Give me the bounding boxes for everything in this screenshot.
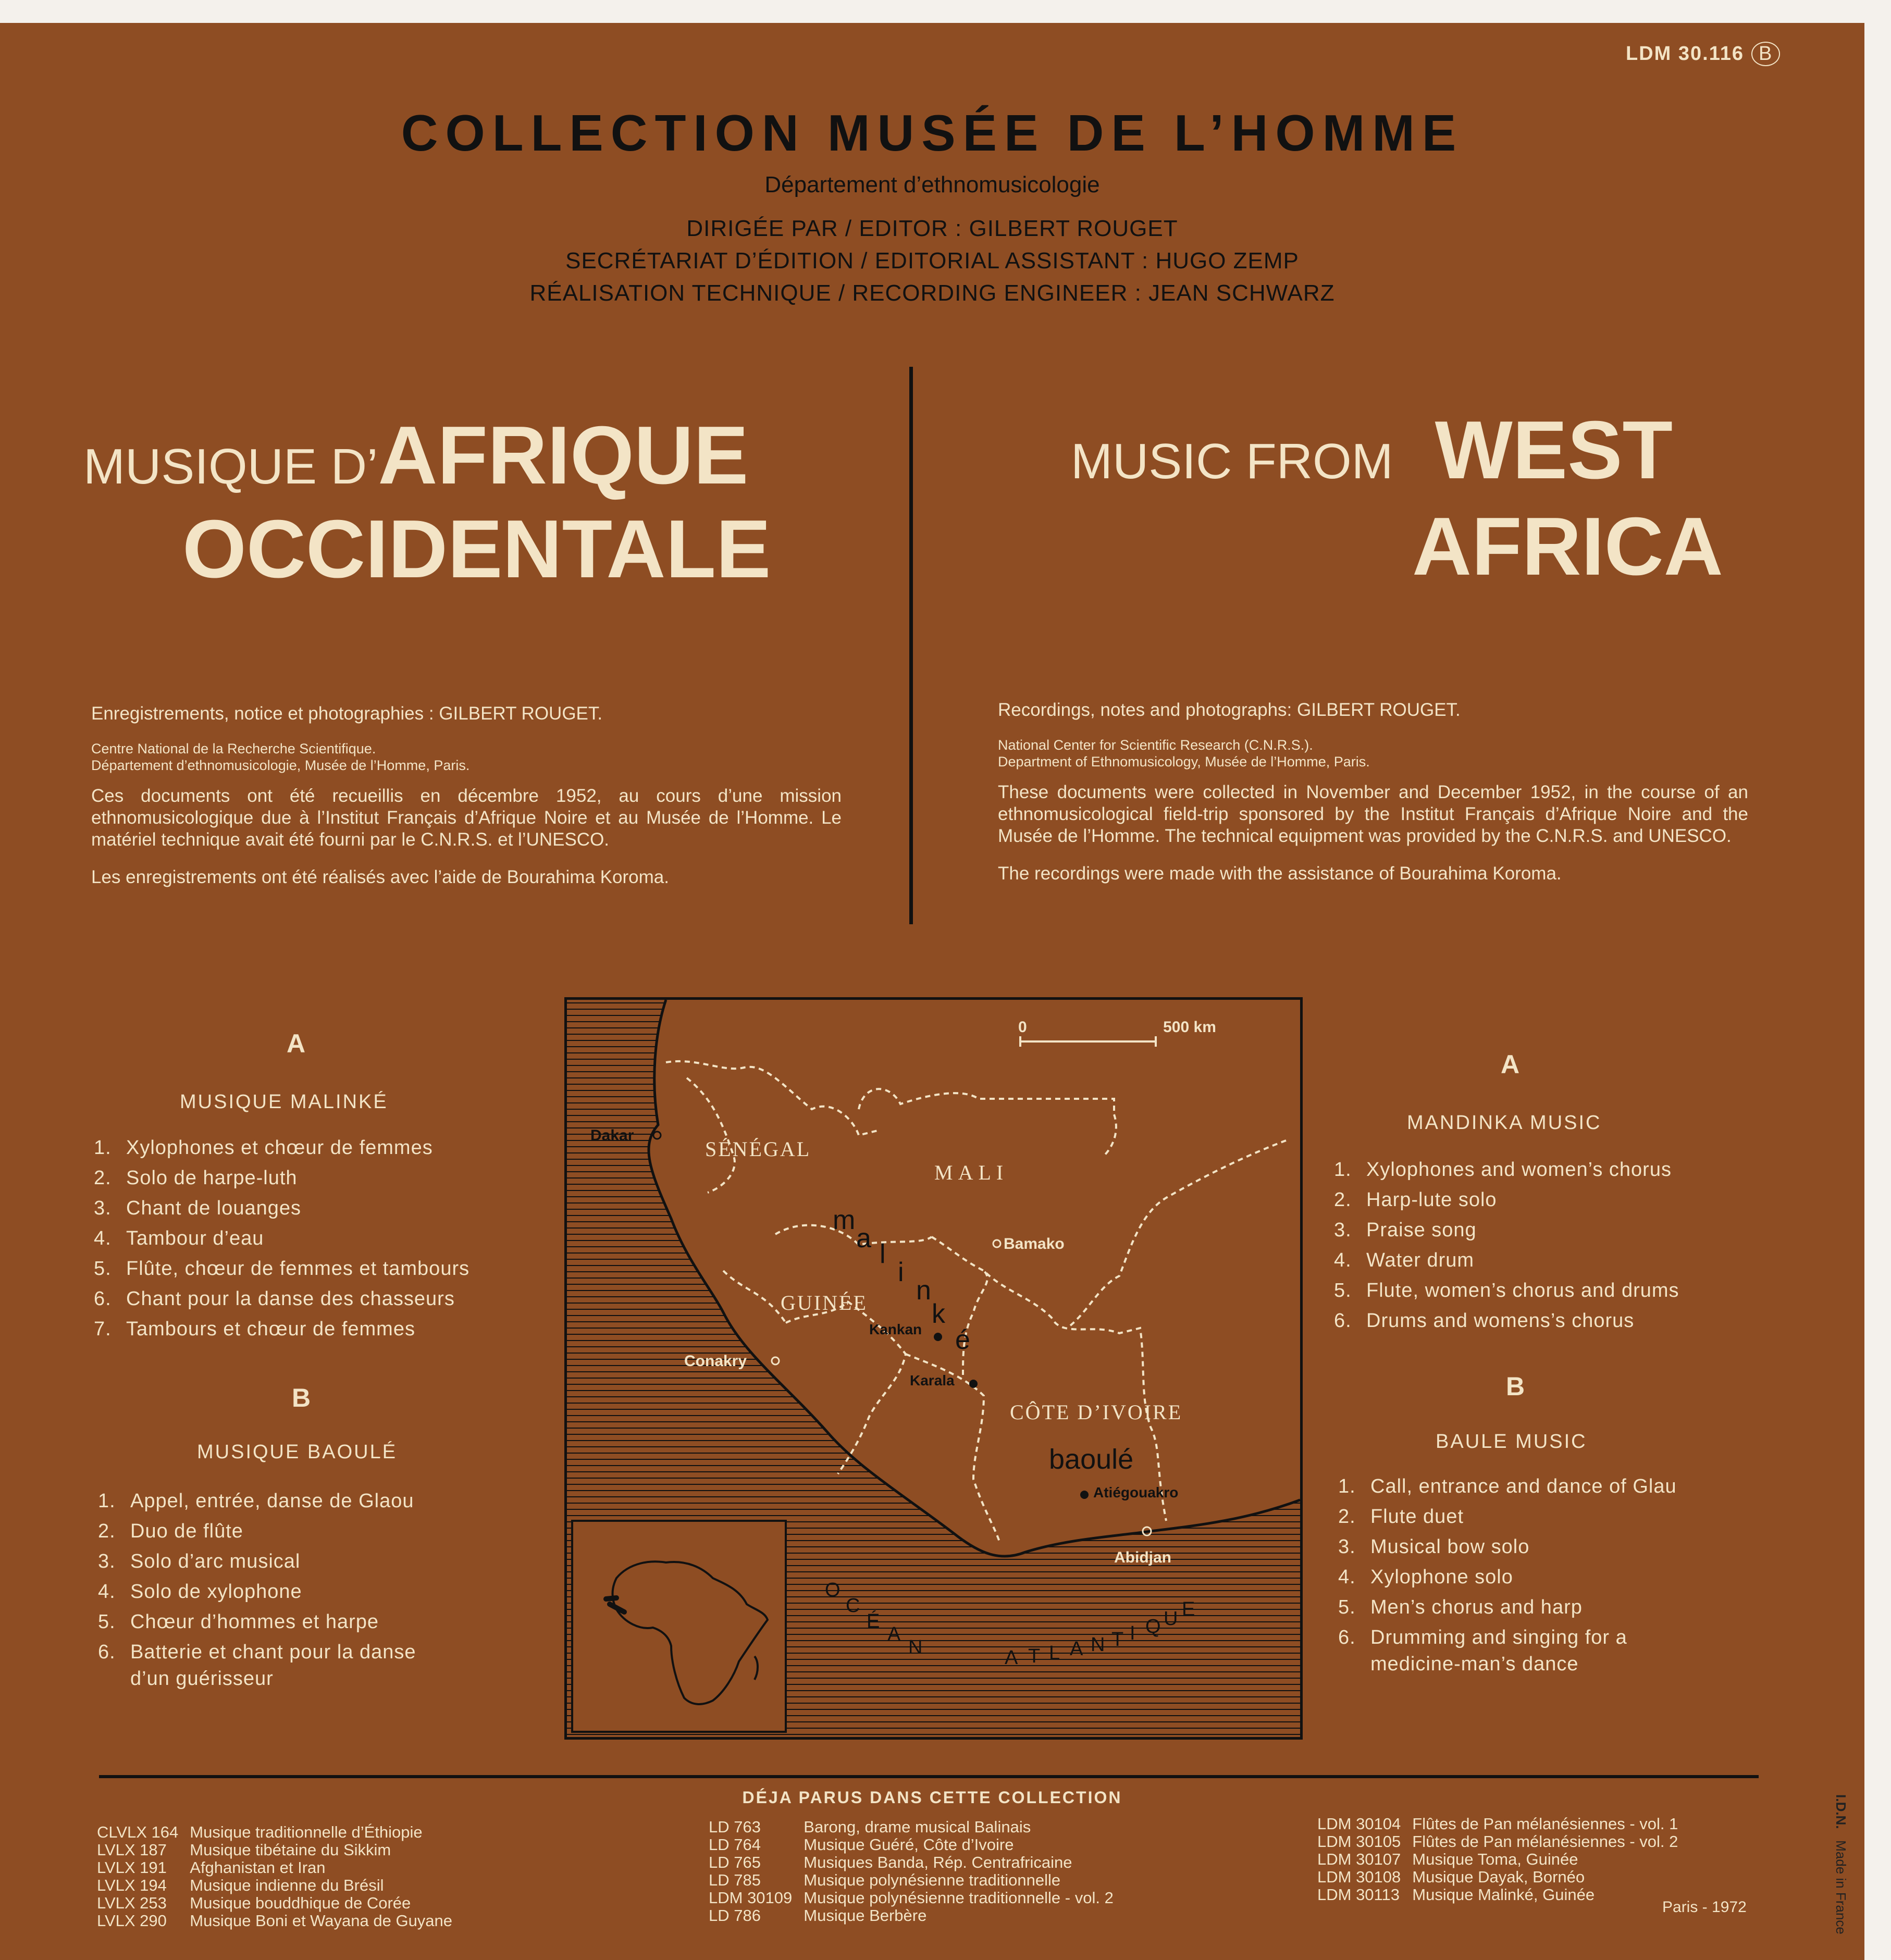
french-recordings: Enregistrements, notice et photographies : GILBERT ROUGET.	[91, 703, 603, 724]
catalog-row: LDM 30107 Musique Toma, Guinée	[1317, 1850, 1578, 1868]
malinke-letter: l	[880, 1239, 886, 1269]
svg-text:C: C	[846, 1595, 860, 1617]
catalog-row: LVLX 187 Musique tibétaine du Sikkim	[97, 1841, 391, 1859]
catalog-heading: DÉJA PARUS DANS CETTE COLLECTION	[742, 1788, 1122, 1807]
catalog-row: LVLX 191 Afghanistan et Iran	[97, 1858, 326, 1877]
catalog-row: LD 764 Musique Guéré, Côte d’Ivoire	[709, 1835, 1014, 1854]
french-side-a-heading: MUSIQUE MALINKÉ	[180, 1091, 388, 1113]
catalog-row: LD 765 Musiques Banda, Rép. Centrafricaine	[709, 1853, 1072, 1871]
catalog-row: LD 786 Musique Berbère	[709, 1906, 927, 1925]
french-side-a-tracks	[94, 1133, 469, 1344]
malinke-letter: n	[916, 1275, 931, 1306]
track-item: 5. Men’s chorus and harp	[1338, 1596, 1583, 1618]
catalog-row: LVLX 253 Musique bouddhique de Corée	[97, 1894, 411, 1912]
baoule-label: baoulé	[1049, 1444, 1134, 1475]
department-line: Département d’ethnomusicologie	[764, 172, 1100, 197]
french-side-b-letter: B	[292, 1383, 311, 1412]
english-recordings: Recordings, notes and photographs: GILBERT ROUGET.	[998, 700, 1461, 720]
english-paragraph-1: These documents were collected in November and December 1952, in the course of an ethnomusicological field-trip sponsored by the Institut Français d’Afrique Noire and the Musée de l’Homme. The technical equipment was provided by the C.N.R.S. and UNESCO.	[998, 782, 1748, 846]
city-kankan: Kankan	[869, 1321, 922, 1337]
scale-500-label: 500 km	[1163, 1019, 1216, 1036]
french-paragraph-2: Les enregistrements ont été réalisés avec l’aide de Bourahima Koroma.	[91, 867, 669, 887]
catalog-row: LDM 30108 Musique Dayak, Bornéo	[1317, 1868, 1585, 1886]
country-cote-divoire: CÔTE D’IVOIRE	[1010, 1400, 1183, 1424]
french-side-a-letter: A	[287, 1029, 306, 1058]
svg-text:I: I	[1130, 1622, 1135, 1644]
french-title-large-2: OCCIDENTALE	[182, 503, 771, 595]
french-institution-1: Centre National de la Recherche Scientifique.	[91, 741, 376, 756]
english-side-b-letter: B	[1506, 1372, 1525, 1401]
svg-text:L: L	[1049, 1642, 1060, 1664]
track-item: 3. Chant de louanges	[94, 1197, 302, 1219]
credit-engineer: RÉALISATION TECHNIQUE / RECORDING ENGINEER : JEAN SCHWARZ	[529, 280, 1335, 306]
footer-rule	[99, 1775, 1759, 1778]
svg-text:U: U	[1164, 1608, 1178, 1630]
catalog-column-3	[1317, 1815, 1689, 1904]
track-item: 3. Praise song	[1334, 1219, 1477, 1241]
printer-credit	[1833, 1794, 1849, 1934]
track-item: 4. Tambour d’eau	[94, 1227, 264, 1249]
city-atiegouakro: Atiégouakro	[1093, 1484, 1179, 1500]
catalog-row: LD 763 Barong, drame musical Balinais	[709, 1818, 1031, 1836]
english-title	[1071, 403, 1673, 498]
french-paragraph-1: Ces documents ont été recueillis en décembre 1952, au cours d’une mission ethnomusicologique due à l’Institut Français d’Afrique Noire et au Musée de l’Homme. Le matériel technique avait été fourni par le C.N.R.S. et l’UNESCO.	[91, 786, 842, 850]
catalog-column-1	[97, 1823, 464, 1930]
english-title-line2	[1412, 500, 1723, 594]
made-in: Made in France	[1833, 1840, 1849, 1934]
track-item: 3. Musical bow solo	[1338, 1536, 1530, 1558]
svg-text:A: A	[1005, 1647, 1018, 1669]
bamako-marker	[993, 1240, 1000, 1247]
svg-text:T: T	[1111, 1629, 1124, 1651]
english-institution-1: National Center for Scientific Research (C.N.R.S.).	[998, 737, 1313, 753]
french-side-b-heading: MUSIQUE BAOULÉ	[197, 1441, 398, 1463]
city-dakar: Dakar	[590, 1127, 634, 1144]
scale-zero-label: 0	[1018, 1019, 1027, 1036]
track-item: 6. Batterie et chant pour la danse d’un guérisseur	[98, 1641, 416, 1690]
credit-editor: DIRIGÉE PAR / EDITOR : GILBERT ROUGET	[686, 216, 1178, 241]
city-abidjan: Abidjan	[1114, 1549, 1171, 1566]
svg-text:E: E	[1182, 1598, 1195, 1620]
catalog-row: LDM 30113 Musique Malinké, Guinée	[1317, 1885, 1595, 1904]
country-guinee: GUINÉE	[781, 1291, 868, 1314]
french-title-line2	[182, 502, 771, 597]
french-intro	[91, 703, 842, 904]
city-bamako: Bamako	[1004, 1235, 1065, 1252]
track-item: 5. Chœur d’hommes et harpe	[98, 1611, 379, 1633]
catalog-column-2	[709, 1818, 1125, 1925]
track-item: 7. Tambours et chœur de femmes	[94, 1318, 415, 1340]
track-item: 1. Appel, entrée, danse de Glaou	[98, 1490, 414, 1512]
french-title-small: MUSIQUE D’	[83, 439, 378, 494]
map-drawing	[567, 1000, 1300, 1737]
catalog-row: LDM 30109 Musique polynésienne traditionnelle - vol. 2	[709, 1889, 1114, 1907]
track-item: 1. Call, entrance and dance of Glau	[1338, 1475, 1677, 1497]
catalog-row: CLVLX 164 Musique traditionnelle d’Éthiopie	[97, 1823, 423, 1841]
malinke-letter: k	[932, 1299, 945, 1329]
africa-inset	[572, 1521, 786, 1732]
track-item: 4. Water drum	[1334, 1249, 1475, 1271]
center-divider	[909, 367, 913, 924]
country-senegal: SÉNÉGAL	[705, 1137, 811, 1161]
english-side-a-tracks	[1334, 1155, 1679, 1336]
city-conakry: Conakry	[684, 1353, 747, 1370]
catalog-row: LDM 30104 Flûtes de Pan mélanésiennes - vol. 1	[1317, 1815, 1678, 1833]
catalog-row: LD 785 Musique polynésienne traditionnelle	[709, 1871, 1061, 1889]
track-item: 6. Drums and womens’s chorus	[1334, 1310, 1635, 1332]
printer-name: I.D.N.	[1833, 1794, 1849, 1829]
catalog-row: LDM 30105 Flûtes de Pan mélanésiennes - vol. 2	[1317, 1832, 1678, 1851]
english-side-a-heading: MANDINKA MUSIC	[1407, 1112, 1602, 1134]
malinke-letter: m	[833, 1205, 856, 1235]
kankan-marker	[934, 1333, 942, 1341]
side-badge: B	[1751, 42, 1780, 66]
catalog-row: LVLX 194 Musique indienne du Brésil	[97, 1876, 384, 1894]
svg-text:T: T	[1028, 1645, 1041, 1667]
country-mali: MALI	[934, 1161, 1009, 1184]
english-intro	[998, 699, 1748, 900]
english-side-b-tracks	[1338, 1471, 1677, 1676]
svg-text:Q: Q	[1145, 1616, 1161, 1638]
track-item: 2. Flute duet	[1338, 1506, 1464, 1528]
malinke-letter: é	[955, 1325, 970, 1355]
french-institution-2: Département d’ethnomusicologie, Musée de l’Homme, Paris.	[91, 758, 470, 773]
english-paragraph-2: The recordings were made with the assistance of Bourahima Koroma.	[998, 863, 1562, 884]
french-title	[83, 408, 748, 503]
svg-text:N: N	[1091, 1634, 1105, 1656]
english-title-small: MUSIC FROM	[1071, 433, 1393, 489]
catalog-row: LVLX 290 Musique Boni et Wayana de Guyane	[97, 1912, 453, 1930]
album-back-cover	[0, 23, 1864, 1960]
english-institution-2: Department of Ethnomusicology, Musée de l’Homme, Paris.	[998, 754, 1370, 770]
track-item: 2. Harp-lute solo	[1334, 1189, 1497, 1211]
atiegouakro-marker	[1080, 1491, 1089, 1499]
french-side-b-tracks	[98, 1486, 416, 1690]
track-item: 4. Solo de xylophone	[98, 1581, 302, 1603]
french-title-large-1: AFRIQUE	[378, 410, 749, 501]
place-date: Paris - 1972	[1662, 1899, 1747, 1916]
collection-title: COLLECTION MUSÉE DE L’HOMME	[401, 104, 1464, 162]
track-item: 3. Solo d’arc musical	[98, 1550, 301, 1572]
malinke-letter: i	[898, 1257, 904, 1287]
track-item: 1. Xylophones and women’s chorus	[1334, 1159, 1672, 1181]
west-africa-map	[564, 997, 1303, 1740]
svg-text:É: É	[867, 1610, 880, 1632]
track-item: 2. Solo de harpe-luth	[94, 1167, 298, 1189]
track-item: 4. Xylophone solo	[1338, 1566, 1513, 1588]
english-title-large-2: AFRICA	[1412, 501, 1723, 592]
track-item: 2. Duo de flûte	[98, 1520, 243, 1542]
track-item: 6. Chant pour la danse des chasseurs	[94, 1288, 455, 1310]
city-karala: Karala	[910, 1372, 955, 1388]
catalog-code: LDM 30.116	[1626, 43, 1744, 65]
english-title-large-1: WEST	[1435, 404, 1673, 496]
dakar-marker	[653, 1132, 661, 1139]
track-item: 5. Flûte, chœur de femmes et tambours	[94, 1258, 470, 1280]
svg-text:O: O	[825, 1579, 841, 1601]
svg-text:A: A	[887, 1623, 901, 1645]
conakry-marker	[772, 1357, 779, 1364]
track-item: 5. Flute, women’s chorus and drums	[1334, 1280, 1679, 1301]
karala-marker	[969, 1380, 978, 1388]
english-side-b-heading: BAULE MUSIC	[1436, 1431, 1587, 1453]
malinke-letter: a	[856, 1223, 871, 1254]
catalog-number	[1626, 42, 1780, 66]
track-item: 6. Drumming and singing for a medicine-man’s dance	[1338, 1627, 1627, 1675]
svg-text:A: A	[1070, 1638, 1083, 1660]
credit-assistant: SECRÉTARIAT D’ÉDITION / EDITORIAL ASSISTANT : HUGO ZEMP	[565, 248, 1299, 274]
track-item: 1. Xylophones et chœur de femmes	[94, 1137, 433, 1159]
english-side-a-letter: A	[1501, 1050, 1520, 1079]
svg-text:N: N	[908, 1636, 923, 1658]
